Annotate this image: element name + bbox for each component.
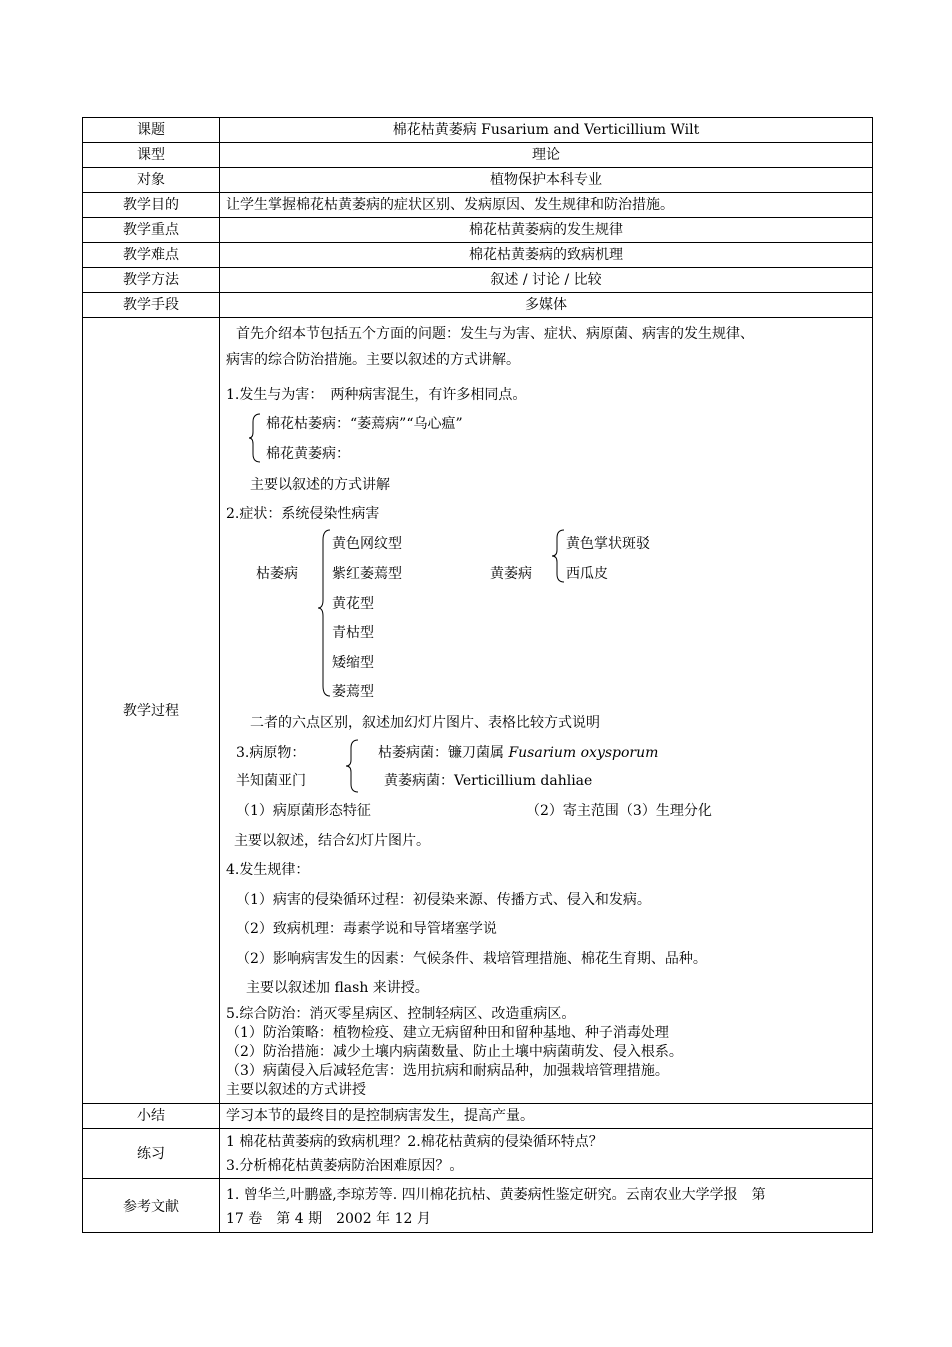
section-3-verticillium: 黄萎病菌：Verticillium dahliae bbox=[384, 773, 593, 789]
brace-icon bbox=[248, 412, 262, 464]
section-3-note: 主要以叙述，结合幻灯片图片。 bbox=[234, 833, 430, 849]
label-exercise: 练习 bbox=[83, 1129, 220, 1179]
section-1-heading: 1.发生与为害： 两种病害混生，有许多相同点。 bbox=[226, 387, 527, 403]
value-method: 叙述 / 讨论 / 比较 bbox=[220, 268, 873, 293]
fusarium-scientific-name: Fusarium oxysporum bbox=[508, 745, 659, 761]
wilt-type-5: 矮缩型 bbox=[332, 655, 374, 671]
section-4-item-1: （1）病害的侵染循环过程：初侵染来源、传播方式、侵入和发病。 bbox=[236, 892, 651, 908]
label-difficulty: 教学难点 bbox=[83, 243, 220, 268]
label-process: 教学过程 bbox=[83, 318, 220, 1104]
section-1-note: 主要以叙述的方式讲解 bbox=[250, 477, 390, 493]
lesson-plan-table bbox=[82, 117, 873, 1233]
label-method: 教学方法 bbox=[83, 268, 220, 293]
row-goal bbox=[83, 193, 873, 218]
section-4-note: 主要以叙述加 flash 来讲授。 bbox=[246, 980, 429, 996]
section-4-item-3: （2）影响病害发生的因素：气候条件、栽培管理措施、棉花生育期、品种。 bbox=[236, 951, 707, 967]
section-5-note: 主要以叙述的方式讲授 bbox=[226, 1082, 366, 1098]
section-3-point-2: （2）寄主范围（3）生理分化 bbox=[526, 803, 712, 819]
value-key: 棉花枯黄萎病的发生规律 bbox=[220, 218, 873, 243]
section-1-wilt-names: 棉花枯萎病：“萎蔫病”“乌心瘟” bbox=[266, 416, 463, 432]
label-goal: 教学目的 bbox=[83, 193, 220, 218]
section-3-subdivision: 半知菌亚门 bbox=[236, 773, 306, 789]
row-means bbox=[83, 293, 873, 318]
value-means: 多媒体 bbox=[220, 293, 873, 318]
row-method bbox=[83, 268, 873, 293]
value-exercise bbox=[220, 1129, 873, 1179]
section-1-verticillium: 棉花黄萎病： bbox=[266, 446, 350, 462]
value-topic: 棉花枯黄萎病 Fusarium and Verticillium Wilt bbox=[220, 118, 873, 143]
brace-icon bbox=[344, 738, 360, 794]
wilt-type-2: 紫红萎蔫型 bbox=[332, 566, 402, 582]
section-5-item-2: （2）防治措施：减少土壤内病菌数量、防止土壤中病菌萌发、侵入根系。 bbox=[226, 1044, 683, 1060]
row-exercise bbox=[83, 1129, 873, 1179]
row-topic bbox=[83, 118, 873, 143]
value-summary: 学习本节的最终目的是控制病害发生，提高产量。 bbox=[220, 1104, 873, 1129]
row-references bbox=[83, 1179, 873, 1233]
verticillium-type-1: 黄色掌状斑驳 bbox=[566, 536, 650, 552]
verticillium-label: 黄萎病 bbox=[490, 566, 532, 582]
label-references: 参考文献 bbox=[83, 1179, 220, 1233]
label-audience: 对象 bbox=[83, 168, 220, 193]
row-process bbox=[83, 318, 873, 1104]
value-goal: 让学生掌握棉花枯黄萎病的症状区别、发病原因、发生规律和防治措施。 bbox=[220, 193, 873, 218]
section-3-heading: 3.病原物： bbox=[236, 745, 306, 761]
wilt-type-4: 青枯型 bbox=[332, 625, 374, 641]
section-4-heading: 4.发生规律： bbox=[226, 862, 310, 878]
row-key bbox=[83, 218, 873, 243]
value-type: 理论 bbox=[220, 143, 873, 168]
row-summary bbox=[83, 1104, 873, 1129]
exercise-line-1: 1 棉花枯黄萎病的致病机理？2.棉花枯黄病的侵染循环特点？ bbox=[226, 1133, 603, 1150]
section-3-fusarium bbox=[378, 743, 658, 763]
intro-line-2: 病害的综合防治措施。主要以叙述的方式讲解。 bbox=[226, 352, 520, 368]
section-5-item-3: （3）病菌侵入后减轻危害：选用抗病和耐病品种，加强栽培管理措施。 bbox=[226, 1063, 669, 1079]
row-audience bbox=[83, 168, 873, 193]
intro-line-1: 首先介绍本节包括五个方面的问题：发生与为害、症状、病原菌、病害的发生规律、 bbox=[236, 326, 754, 342]
label-topic: 课题 bbox=[83, 118, 220, 143]
exercise-line-2: 3.分析棉花枯黄萎病防治困难原因？。 bbox=[226, 1157, 464, 1174]
fusarium-prefix: 枯萎病菌：镰刀菌属 bbox=[378, 745, 509, 761]
wilt-type-6: 萎蔫型 bbox=[332, 684, 374, 700]
brace-icon bbox=[550, 528, 566, 584]
value-audience: 植物保护本科专业 bbox=[220, 168, 873, 193]
label-summary: 小结 bbox=[83, 1104, 220, 1129]
label-key: 教学重点 bbox=[83, 218, 220, 243]
reference-line-1: 1. 曾华兰,叶鹏盛,李琼芳等. 四川棉花抗枯、黄萎病性鉴定研究。云南农业大学学报 第 bbox=[226, 1186, 766, 1203]
section-3-point-1: （1）病原菌形态特征 bbox=[236, 803, 371, 819]
comparison-note: 二者的六点区别，叙述加幻灯片图片、表格比较方式说明 bbox=[250, 715, 600, 731]
row-difficulty bbox=[83, 243, 873, 268]
wilt-type-1: 黄色网纹型 bbox=[332, 536, 402, 552]
wilt-label: 枯萎病 bbox=[256, 566, 298, 582]
section-5-heading: 5.综合防治：消灭零星病区、控制轻病区、改造重病区。 bbox=[226, 1006, 576, 1022]
brace-icon bbox=[316, 528, 332, 698]
section-5-item-1: （1）防治策略：植物检疫、建立无病留种田和留种基地、种子消毒处理 bbox=[226, 1025, 669, 1041]
value-references bbox=[220, 1179, 873, 1233]
label-type: 课型 bbox=[83, 143, 220, 168]
section-4-item-2: （2）致病机理：毒素学说和导管堵塞学说 bbox=[236, 921, 497, 937]
process-content bbox=[220, 318, 873, 1104]
wilt-type-3: 黄花型 bbox=[332, 596, 374, 612]
value-difficulty: 棉花枯黄萎病的致病机理 bbox=[220, 243, 873, 268]
label-means: 教学手段 bbox=[83, 293, 220, 318]
row-type bbox=[83, 143, 873, 168]
reference-line-2: 17 卷 第 4 期 2002 年 12 月 bbox=[226, 1210, 431, 1227]
verticillium-type-2: 西瓜皮 bbox=[566, 566, 608, 582]
section-2-heading: 2.症状：系统侵染性病害 bbox=[226, 506, 380, 522]
